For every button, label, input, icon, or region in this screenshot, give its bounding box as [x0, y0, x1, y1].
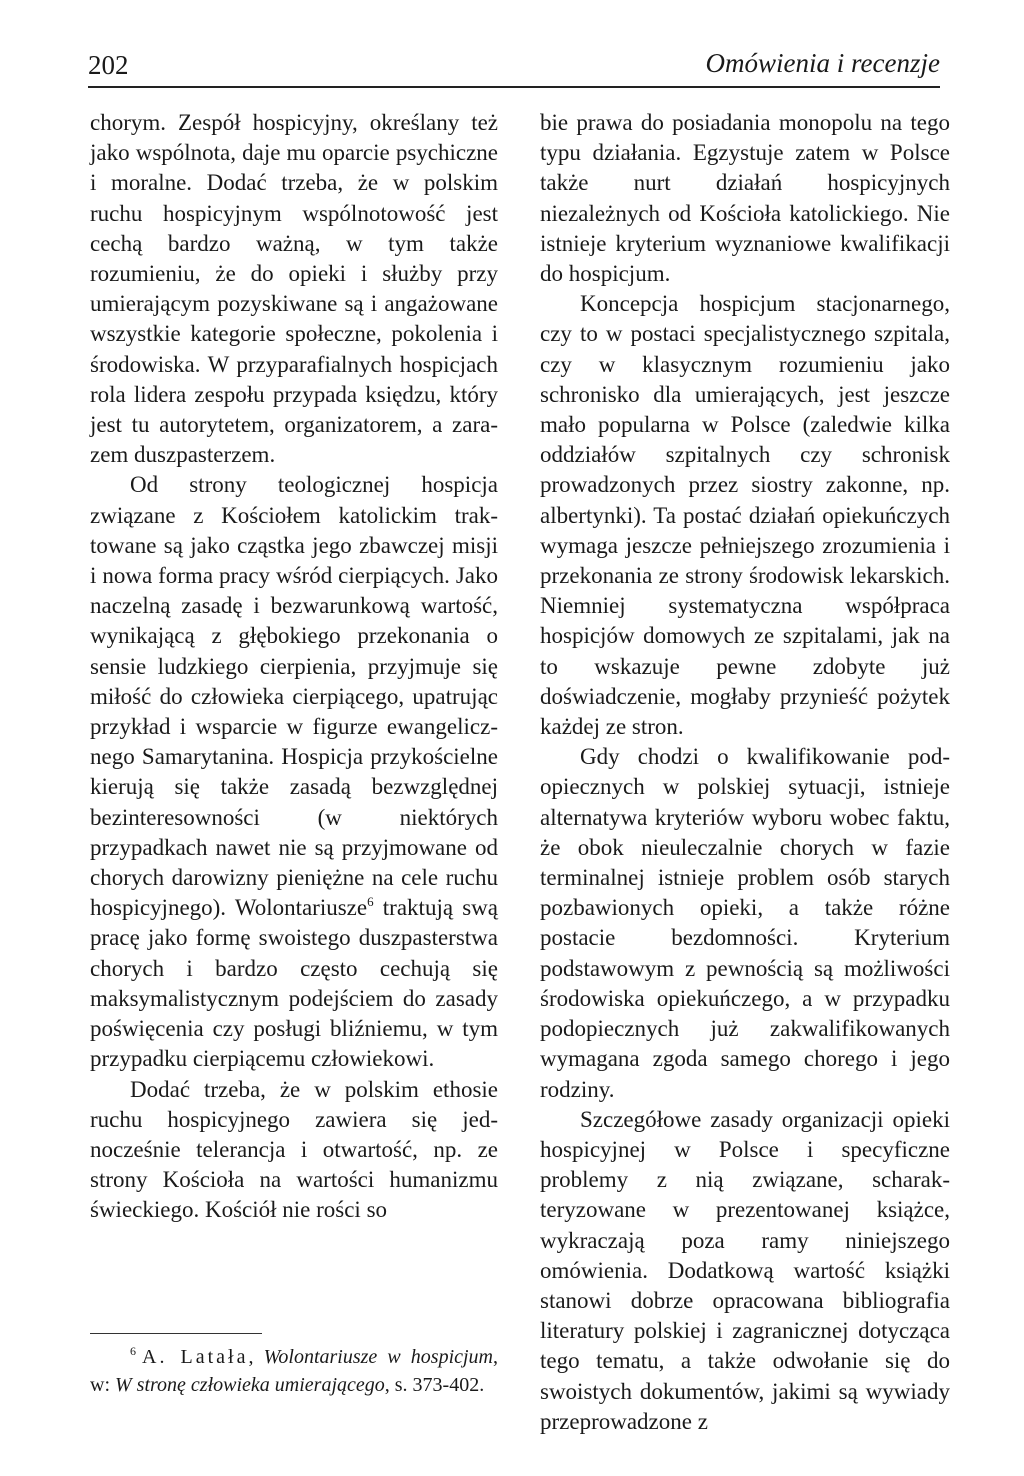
- footnote-reference[interactable]: 6: [367, 894, 374, 910]
- footnote-separator: ,: [248, 1346, 264, 1368]
- running-header: [88, 42, 940, 88]
- footnote-title: Wolontariusze w hospicjum: [263, 1346, 493, 1368]
- paragraph: bie prawa do posiadania monopolu na tego typu działania. Egzystuje zatem w Polsce także nurt działań hospicyjnych niezależnych od Kościoła katolickiego. Nie istnieje kryterium wyznaniowe kwalifikacji do hospicjum.: [540, 110, 950, 287]
- footnote-pages: , s. 373-402.: [384, 1373, 485, 1396]
- page-number: 202: [88, 50, 129, 80]
- paragraph: Koncepcja hospicjum stacjonarnego, czy to w postaci specjalistycznego szpitala, czy w klasycznym rozumieniu jako schronisko dla umierających, jest jeszcze mało popularna w Polsce (zaledwie kilka oddziałów szpitalnych czy schronisk prowadzonych przez siostry zakonne, np. albertynki). Ta postać działań opiekuńczych wymaga jeszcze pełniejszego zrozumienia i przekonania ze strony środowisk lekarskich. Niemniej systematyczna współpraca hospicjów domowych ze szpitalami, jak na to wskazuje pewne zdobyte już doświadczenie, mogłaby przynieść pożytek każdej ze stron.: [540, 291, 950, 740]
- footnote-source: W stronę człowieka umierającego: [115, 1373, 385, 1396]
- left-column: [90, 108, 498, 1226]
- footnote-number: 6: [130, 1344, 136, 1358]
- paragraph: [90, 470, 498, 1074]
- paragraph: Dodać trzeba, że w polskim ethosie ruchu hospicyjnego zawiera się jednocześnie telerancja i otwartość, np. ze strony Kościoła na wartości humanizmu świeckiego. Kościół nie rości so: [90, 1076, 498, 1223]
- footnote-separator: , w:: [90, 1346, 498, 1396]
- paragraph: Szczegółowe zasady organizacji opieki hospicyjnej w Polsce i specyficzne problemy z nią związane, scharakteryzowane w prezentowanej książce, wykraczają poza ramy niniejszego omówienia. Dodatkową wartość książki stanowi dobrze opracowana bibliografia literatury polskiej i zagranicznej dotycząca tego tematu, a także odwołanie się do swoistych dokumentów, jakimi są wywiady przeprowadzone z: [540, 1106, 950, 1434]
- footnote: [90, 1344, 498, 1399]
- paragraph: chorym. Zespół hospicyjny, określany też jako wspólnota, daje mu oparcie psychiczne i moralne. Dodać trzeba, że w polskim ruchu hospicyjnym wspólnotowość jest cechą bardzo ważną, w tym także rozumieniu, że do opieki i służby przy umierającym pozyskiwane są i angażowane wszystkie kategorie społeczne, pokolenia i środowiska. W przyparafialnych hospicjach rola lidera zespołu przypada księdzu, który jest tu autorytetem, organizatorem, a zarazem duszpasterzem.: [90, 110, 498, 468]
- paragraph: Gdy chodzi o kwalifikowanie podopiecznych w polskiej sytuacji, istnieje alternatywa kryteriów wyboru wobec faktu, że obok nieuleczalnie chorych w fazie terminalnej istnieje problem osób starych pozbawionych opieki, a także różne postacie bezdomności. Kryterium podstawowym z pewnością są możliwości środowiska opiekuńczego, a w przypadku podopiecznych już zakwalifikowanych wymagana zgoda samego chorego i jego rodziny.: [540, 744, 950, 1102]
- footnote-divider: [90, 1333, 262, 1334]
- paragraph-text: Od strony teologicznej hospicja związane z Kościołem katolickim traktowane są jako cząstka jego zbawczej misji i nowa forma pracy wśród cierpiących. Jako naczelną zasadę i bezwarunkową wartość, wynikającą z głębokiego przekonania o sensie ludzkiego cierpienia, przyjmuje się miłość do człowieka cierpiącego, upatrując przykład i wsparcie w figurze ewangelicznego Samarytanina. Hospicja przykościelne kierują się także zasadą bezwzględnej bezinteresowności (w niektórych przypadkach nawet nie są przyjmowane od chorych darowizny pieniężne na cele ruchu hospicyjnego). Wolontariusze: [90, 472, 498, 921]
- running-title: Omówienia i recenzje: [705, 48, 940, 78]
- footnote-author: A. Latała: [142, 1346, 249, 1368]
- paragraph-text: traktują swą pracę jako formę swoistego duszpasterstwa chorych i bardzo często cechują się maksymalistycznym podejściem do zasady poświęcenia czy posługi bliźniemu, w tym przypadku cierpiącemu człowiekowi.: [90, 895, 498, 1072]
- right-column: [540, 108, 950, 1437]
